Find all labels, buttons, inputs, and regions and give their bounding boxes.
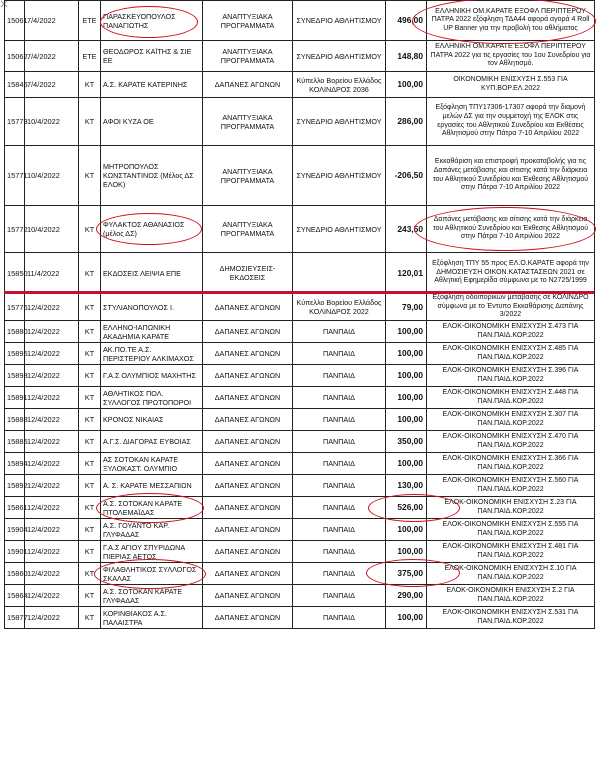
table-row <box>5 563 595 585</box>
cell-date: 12/4/2022 <box>25 365 79 387</box>
cell-location: ΣΥΝΕΔΡΙΟ ΑΘΛΗΤΙΣΜΟΥ <box>293 1 386 41</box>
cell-name: ΑΦΟΙ ΚΥΖΑ ΟΕ <box>101 98 203 146</box>
cell-amount: 350,00 <box>386 431 427 453</box>
cell-date: 12/4/2022 <box>25 497 79 519</box>
cell-date: 12/4/2022 <box>25 321 79 343</box>
cell-date: 12/4/2022 <box>25 343 79 365</box>
table-row <box>5 72 595 98</box>
cell-category: ΔΑΠΑΝΕΣ ΑΓΩΝΩΝ <box>203 343 293 365</box>
cell-type: ΚΤ <box>79 294 101 321</box>
cell-amount: 526,00 <box>386 497 427 519</box>
cell-name: ΦΙΛΑΘΛΗΤΙΚΟΣ ΣΥΛΛΟΓΟΣ ΣΚΑΛΑΣ <box>101 563 203 585</box>
table-row <box>5 607 595 629</box>
cell-type: ΚΤ <box>79 98 101 146</box>
cell-id: 15850 <box>5 253 25 294</box>
cell-type: ΚΤ <box>79 431 101 453</box>
cell-description: ΕΛΟΚ-ΟΙΚΟΝΟΜΙΚΗ ΕΝΙΣΧΥΣΗ Σ.396 ΓΙΑ ΠΑΝ.ΠΑΙΔ.ΚΟΡ.2022 <box>427 365 595 387</box>
expense-ledger-sheet <box>4 0 594 629</box>
cell-location: ΠΑΝΠΑΙΔ <box>293 497 386 519</box>
cell-location: ΠΑΝΠΑΙΔ <box>293 519 386 541</box>
cell-category: ΔΗΜΟΣΙΕΥΣΕΙΣ-ΕΚΔΟΣΕΙΣ <box>203 253 293 294</box>
cell-amount: 496,00 <box>386 1 427 41</box>
cell-location: Κύπελλο Βορείου Ελλάδος ΚΟΛΙΝΔΡΟΣ 2036 <box>293 72 386 98</box>
cell-description: ΕΛΟΚ-ΟΙΚΟΝΟΜΙΚΗ ΕΝΙΣΧΥΣΗ Σ.448 ΓΙΑ ΠΑΝ.ΠΑΙΔ.ΚΟΡ.2022 <box>427 387 595 409</box>
cell-date: 12/4/2022 <box>25 294 79 321</box>
cell-date: 12/4/2022 <box>25 453 79 475</box>
cell-category: ΔΑΠΑΝΕΣ ΑΓΩΝΩΝ <box>203 365 293 387</box>
cell-category: ΔΑΠΑΝΕΣ ΑΓΩΝΩΝ <box>203 431 293 453</box>
cell-amount: 100,00 <box>386 409 427 431</box>
cell-id: 15864 <box>5 585 25 607</box>
cell-name: ΕΚΔΟΣΕΙΣ ΛΕΙΨΙΑ ΕΠΕ <box>101 253 203 294</box>
cell-date: 12/4/2022 <box>25 607 79 629</box>
cell-amount: 100,00 <box>386 343 427 365</box>
expense-table <box>4 0 595 629</box>
table-row <box>5 294 595 321</box>
cell-description: ΟΙΚΟΝΟΜΙΚΗ ΕΝΙΣΧΥΣΗ Σ.553 ΓΙΑ ΚΥΠ.ΒΟΡ.ΕΛ.2022 <box>427 72 595 98</box>
cell-amount: -206,50 <box>386 146 427 206</box>
cell-location: ΠΑΝΠΑΙΔ <box>293 321 386 343</box>
cell-id: 15860 <box>5 563 25 585</box>
cell-amount: 100,00 <box>386 72 427 98</box>
table-row <box>5 1 595 41</box>
cell-name: ΚΟΡΙΝΘΙΑΚΟΣ Α.Σ. ΠΑΛΑΙΣΤΡΑ <box>101 607 203 629</box>
cell-amount: 286,00 <box>386 98 427 146</box>
cell-description: ΕΛΟΚ-ΟΙΚΟΝΟΜΙΚΗ ΕΝΙΣΧΥΣΗ Σ.2 ΓΙΑ ΠΑΝ.ΠΑΙΔ.ΚΟΡ.2022 <box>427 585 595 607</box>
cell-amount: 100,00 <box>386 365 427 387</box>
cell-amount: 100,00 <box>386 607 427 629</box>
cell-id: 15901 <box>5 541 25 563</box>
cell-name: ΘΕΟΔΩΡΟΣ ΚΑΪΤΗΣ & ΣΙΕ ΕΕ <box>101 41 203 72</box>
cell-date: 11/4/2022 <box>25 253 79 294</box>
cell-category: ΑΝΑΠΤΥΞΙΑΚΑ ΠΡΟΓΡΑΜΜΑΤΑ <box>203 1 293 41</box>
cell-description: Εκκαθάριση και επιστροφή προκαταβολής για τις Δαπάνες μετάβασης και σίτισης κατά την διάρκεια του Αθλητικού Συνεδρίου και Έκθεσης Αθλητισμού στην Πάτρα 7-10 Απριλίου 2022 <box>427 146 595 206</box>
cell-id: 15771 <box>5 146 25 206</box>
cell-category: ΔΑΠΑΝΕΣ ΑΓΩΝΩΝ <box>203 72 293 98</box>
cell-category: ΑΝΑΠΤΥΞΙΑΚΑ ΠΡΟΓΡΑΜΜΑΤΑ <box>203 206 293 253</box>
table-row <box>5 41 595 72</box>
cell-date: 10/4/2022 <box>25 206 79 253</box>
cell-description: Εξόφληση ΤΠΥ17306-17307 αφορά την διαμονή μελών ΔΣ για την συμμετοχή της ΕΛΟΚ στις εργασίες του Αθλητικού Συνεδρίου και Εκθέσεις Αθλητισμού στην Πάτρα 7-10 Απριλίου 2022 <box>427 98 595 146</box>
cell-description: ΕΛΟΚ-ΟΙΚΟΝΟΜΙΚΗ ΕΝΙΣΧΥΣΗ Σ.555 ΓΙΑ ΠΑΝ.ΠΑΙΔ.ΚΟΡ.2022 <box>427 519 595 541</box>
cell-type: ΚΤ <box>79 206 101 253</box>
cell-category: ΔΑΠΑΝΕΣ ΑΓΩΝΩΝ <box>203 453 293 475</box>
cell-type: ΚΤ <box>79 497 101 519</box>
cell-date: 12/4/2022 <box>25 541 79 563</box>
cell-id: 15898 <box>5 365 25 387</box>
cell-location: ΠΑΝΠΑΙΔ <box>293 563 386 585</box>
cell-description: ΕΛΟΚ-ΟΙΚΟΝΟΜΙΚΗ ΕΝΙΣΧΥΣΗ Σ.307 ΓΙΑ ΠΑΝ.ΠΑΙΔ.ΚΟΡ.2022 <box>427 409 595 431</box>
cell-location: ΠΑΝΠΑΙΔ <box>293 387 386 409</box>
cell-category: ΑΝΑΠΤΥΞΙΑΚΑ ΠΡΟΓΡΑΜΜΑΤΑ <box>203 41 293 72</box>
cell-location: ΠΑΝΠΑΙΔ <box>293 585 386 607</box>
cell-id: 15772 <box>5 206 25 253</box>
cell-amount: 100,00 <box>386 453 427 475</box>
cell-id: 15062 <box>5 41 25 72</box>
cell-amount: 148,80 <box>386 41 427 72</box>
cell-date: 12/4/2022 <box>25 563 79 585</box>
cell-id: 15888 <box>5 409 25 431</box>
cell-name: Α.Σ. ΓΟΥΑΝΤΟ ΚΑΡ. ΓΛΥΦΑΔΑΣ <box>101 519 203 541</box>
cell-type: ΚΤ <box>79 146 101 206</box>
cell-type: ΚΤ <box>79 343 101 365</box>
cell-description: ΕΛΟΚ-ΟΙΚΟΝΟΜΙΚΗ ΕΝΙΣΧΥΣΗ Σ.560 ΓΙΑ ΠΑΝ.ΠΑΙΔ.ΚΟΡ.2022 <box>427 475 595 497</box>
cell-name: Α.Σ. ΣΟΤΟΚΑΝ ΚΑΡΑΤΕ ΠΤΟΛΕΜΑΪΔΑΣ <box>101 497 203 519</box>
cell-category: ΔΑΠΑΝΕΣ ΑΓΩΝΩΝ <box>203 607 293 629</box>
table-row <box>5 453 595 475</box>
cell-date: 10/4/2022 <box>25 98 79 146</box>
cell-name: ΦΥΛΑΚΤΟΣ ΑΘΑΝΑΣΙΟΣ (μέλος ΔΣ) <box>101 206 203 253</box>
cell-name: ΕΛΛΗΝΟ-ΙΑΠΩΝΙΚΗ ΑΚΑΔΗΜΙΑ ΚΑΡΑΤΕ <box>101 321 203 343</box>
cell-category: ΔΑΠΑΝΕΣ ΑΓΩΝΩΝ <box>203 321 293 343</box>
cell-type: ΕΤΕ <box>79 1 101 41</box>
cell-id: 15846 <box>5 72 25 98</box>
cell-location: Κύπελλο Βορείου Ελλάδος ΚΟΛΙΝΔΡΟΣ 2022 <box>293 294 386 321</box>
cell-description: ΕΛΟΚ-ΟΙΚΟΝΟΜΙΚΗ ΕΝΙΣΧΥΣΗ Σ.531 ΓΙΑ ΠΑΝ.ΠΑΙΔ.ΚΟΡ.2022 <box>427 607 595 629</box>
cell-category: ΑΝΑΠΤΥΞΙΑΚΑ ΠΡΟΓΡΑΜΜΑΤΑ <box>203 146 293 206</box>
table-row <box>5 585 595 607</box>
cell-id: 15773 <box>5 98 25 146</box>
cell-id: 15894 <box>5 453 25 475</box>
cell-type: ΚΤ <box>79 563 101 585</box>
cell-description: ΕΛΟΚ-ΟΙΚΟΝΟΜΙΚΗ ΕΝΙΣΧΥΣΗ Σ.23 ΓΙΑ ΠΑΝ.ΠΑΙΔ.ΚΟΡ.2022 <box>427 497 595 519</box>
cell-name: ΜΗΤΡΟΠΟΥΛΟΣ ΚΩΝΣΤΑΝΤΙΝΟΣ (Μέλος ΔΣ ΕΛΟΚ) <box>101 146 203 206</box>
cell-id: 15061 <box>5 1 25 41</box>
cell-type: ΚΤ <box>79 519 101 541</box>
table-row <box>5 206 595 253</box>
cell-type: ΚΤ <box>79 607 101 629</box>
cell-location <box>293 253 386 294</box>
cell-type: ΚΤ <box>79 453 101 475</box>
cell-date: 12/4/2022 <box>25 519 79 541</box>
table-row <box>5 541 595 563</box>
cell-date: 7/4/2022 <box>25 41 79 72</box>
table-row <box>5 321 595 343</box>
section-divider-line <box>4 291 594 294</box>
table-row <box>5 146 595 206</box>
cell-date: 12/4/2022 <box>25 387 79 409</box>
table-row <box>5 409 595 431</box>
cell-category: ΔΑΠΑΝΕΣ ΑΓΩΝΩΝ <box>203 409 293 431</box>
cell-type: ΚΤ <box>79 365 101 387</box>
cell-location: ΣΥΝΕΔΡΙΟ ΑΘΛΗΤΙΣΜΟΥ <box>293 98 386 146</box>
cell-id: 15892 <box>5 475 25 497</box>
cell-date: 12/4/2022 <box>25 409 79 431</box>
cell-date: 12/4/2022 <box>25 475 79 497</box>
cell-date: 7/4/2022 <box>25 1 79 41</box>
cell-type: ΚΤ <box>79 475 101 497</box>
cell-name: ΑΘΛΗΤΙΚΟΣ ΠΟΛ. ΣΥΛΛΟΓΟΣ ΠΡΩΤΟΠΟΡΟΙ <box>101 387 203 409</box>
cell-id: 15904 <box>5 519 25 541</box>
cell-id: 15885 <box>5 431 25 453</box>
cell-amount: 79,00 <box>386 294 427 321</box>
table-row <box>5 431 595 453</box>
cell-category: ΑΝΑΠΤΥΞΙΑΚΑ ΠΡΟΓΡΑΜΜΑΤΑ <box>203 98 293 146</box>
cell-category: ΔΑΠΑΝΕΣ ΑΓΩΝΩΝ <box>203 541 293 563</box>
cell-name: Α. Σ. ΚΑΡΑΤΕ ΜΕΣΣΑΠΙΩΝ <box>101 475 203 497</box>
cell-description: Εξόφληση ΤΠΥ 55 προς ΕΛ.Ο.ΚΑΡΑΤΕ αφορά την ΔΗΜΟΣΙΕΥΣΗ ΟΙΚΟΝ.ΚΑΤΑΣΤΑΣΕΩΝ 2021 σε Αθλητική Εφημερίδα σύμφωνα με το Ν2725/1999 <box>427 253 595 294</box>
cell-type: ΚΤ <box>79 321 101 343</box>
cell-name: Α.Σ. ΣΟΤΟΚΑΝ ΚΑΡΑΤΕ ΓΛΥΦΑΔΑΣ <box>101 585 203 607</box>
cell-location: ΣΥΝΕΔΡΙΟ ΑΘΛΗΤΙΣΜΟΥ <box>293 146 386 206</box>
cell-description: Δαπάνες μετάβασης και σίτισης κατά την διάρκεια του Αθλητικού Συνεδρίου και Έκθεσης Αθλητισμού στην Πάτρα 7-10 Απριλίου 2022 <box>427 206 595 253</box>
table-row <box>5 253 595 294</box>
table-row <box>5 497 595 519</box>
cell-id: 15895 <box>5 343 25 365</box>
cell-amount: 100,00 <box>386 541 427 563</box>
cell-name: Γ.Α.Σ ΑΓΙΟΥ ΣΠΥΡΙΔΩΝΑ ΠΙΕΡΙΑΣ ΑΕΤΟΣ <box>101 541 203 563</box>
cell-category: ΔΑΠΑΝΕΣ ΑΓΩΝΩΝ <box>203 475 293 497</box>
cell-date: 12/4/2022 <box>25 585 79 607</box>
cell-amount: 243,50 <box>386 206 427 253</box>
cell-id: 15861 <box>5 497 25 519</box>
cell-type: ΚΤ <box>79 409 101 431</box>
cell-description: ΕΛΟΚ-ΟΙΚΟΝΟΜΙΚΗ ΕΝΙΣΧΥΣΗ Σ.473 ΓΙΑ ΠΑΝ.ΠΑΙΔ.ΚΟΡ.2022 <box>427 321 595 343</box>
cell-id: 15880 <box>5 321 25 343</box>
cell-id: 15776 <box>5 294 25 321</box>
cell-location: ΣΥΝΕΔΡΙΟ ΑΘΛΗΤΙΣΜΟΥ <box>293 206 386 253</box>
cell-category: ΔΑΠΑΝΕΣ ΑΓΩΝΩΝ <box>203 519 293 541</box>
cell-description: ΕΛΛΗΝΙΚΗ ΟΜ.ΚΑΡΑΤΕ ΕΞΟΦΛ ΠΕΡΙΠΤΕΡΟΥ ΠΑΤΡΑ 2022 για τις εργασίες του 1ου Συνεδρίου για τον Αθλητισμό. <box>427 41 595 72</box>
cell-date: 7/4/2022 <box>25 72 79 98</box>
cell-name: Α.Γ.Σ. ΔΙΑΓΟΡΑΣ ΕΥΒΟΙΑΣ <box>101 431 203 453</box>
cell-location: ΠΑΝΠΑΙΔ <box>293 607 386 629</box>
cell-location: ΠΑΝΠΑΙΔ <box>293 431 386 453</box>
cell-name: ΣΤΥΛΙΑΝΟΠΟΥΛΟΣ Ι. <box>101 294 203 321</box>
cell-name: ΚΡΟΝΟΣ ΝΙΚΑΙΑΣ <box>101 409 203 431</box>
cell-location: ΣΥΝΕΔΡΙΟ ΑΘΛΗΤΙΣΜΟΥ <box>293 41 386 72</box>
cell-category: ΔΑΠΑΝΕΣ ΑΓΩΝΩΝ <box>203 563 293 585</box>
table-row <box>5 387 595 409</box>
cell-category: ΔΑΠΑΝΕΣ ΑΓΩΝΩΝ <box>203 585 293 607</box>
cell-name: ΑΚ.ΠΟ.ΤΕ Α.Σ. ΠΕΡΙΣΤΕΡΙΟΥ ΑΛΚΙΜΑΧΟΣ <box>101 343 203 365</box>
cell-location: ΠΑΝΠΑΙΔ <box>293 365 386 387</box>
cell-name: ΠΑΡΑΣΚΕΥΟΠΟΥΛΟΣ ΠΑΝΑΓΙΩΤΗΣ <box>101 1 203 41</box>
cell-description: ΕΛΟΚ-ΟΙΚΟΝΟΜΙΚΗ ΕΝΙΣΧΥΣΗ Σ.481 ΓΙΑ ΠΑΝ.ΠΑΙΔ.ΚΟΡ.2022 <box>427 541 595 563</box>
cell-name: ΑΣ ΣΟΤΟΚΑΝ ΚΑΡΑΤΕ ΞΥΛΟΚΑΣΤ. ΟΛΥΜΠΙΟ <box>101 453 203 475</box>
cell-type: ΚΤ <box>79 72 101 98</box>
cell-amount: 130,00 <box>386 475 427 497</box>
cell-category: ΔΑΠΑΝΕΣ ΑΓΩΝΩΝ <box>203 294 293 321</box>
cell-location: ΠΑΝΠΑΙΔ <box>293 475 386 497</box>
cell-amount: 100,00 <box>386 387 427 409</box>
cell-location: ΠΑΝΠΑΙΔ <box>293 343 386 365</box>
cell-amount: 100,00 <box>386 321 427 343</box>
table-row <box>5 343 595 365</box>
cell-amount: 100,00 <box>386 519 427 541</box>
cell-name: Γ.Α.Σ ΟΛΥΜΠΙΟΣ ΜΑΧΗΤΗΣ <box>101 365 203 387</box>
cell-category: ΔΑΠΑΝΕΣ ΑΓΩΝΩΝ <box>203 387 293 409</box>
cell-description: Εξόφληση οδοιπορικών μετάβασης σε ΚΟΛΙΝΔΡΟ σύμφωνα με το Έντυπο Εκκαθάρισης Δαπάνης 3/2022 <box>427 294 595 321</box>
cell-id: 15877 <box>5 607 25 629</box>
table-row <box>5 519 595 541</box>
cell-description: ΕΛΛΗΝΙΚΗ ΟΜ.ΚΑΡΑΤΕ ΕΞΟΦΛ ΠΕΡΙΠΤΕΡΟΥ ΠΑΤΡΑ 2022 εξόφληση ΤΔΑ44 αφορά αγορά 4 Roll UP Banner για την προβολή του αθλήματος <box>427 1 595 41</box>
cell-type: ΚΤ <box>79 387 101 409</box>
cell-type: ΕΤΕ <box>79 41 101 72</box>
cell-location: ΠΑΝΠΑΙΔ <box>293 453 386 475</box>
cell-description: ΕΛΟΚ-ΟΙΚΟΝΟΜΙΚΗ ΕΝΙΣΧΥΣΗ Σ.470 ΓΙΑ ΠΑΝ.ΠΑΙΔ.ΚΟΡ.2022 <box>427 431 595 453</box>
cell-type: ΚΤ <box>79 585 101 607</box>
cell-description: ΕΛΟΚ-ΟΙΚΟΝΟΜΙΚΗ ΕΝΙΣΧΥΣΗ Σ.485 ΓΙΑ ΠΑΝ.ΠΑΙΔ.ΚΟΡ.2022 <box>427 343 595 365</box>
cell-date: 10/4/2022 <box>25 146 79 206</box>
cell-location: ΠΑΝΠΑΙΔ <box>293 409 386 431</box>
cell-amount: 375,00 <box>386 563 427 585</box>
cell-category: ΔΑΠΑΝΕΣ ΑΓΩΝΩΝ <box>203 497 293 519</box>
table-row <box>5 475 595 497</box>
cell-date: 12/4/2022 <box>25 431 79 453</box>
cell-name: Α.Σ. ΚΑΡΑΤΕ ΚΑΤΕΡΙΝΗΣ <box>101 72 203 98</box>
cell-type: ΚΤ <box>79 253 101 294</box>
cell-location: ΠΑΝΠΑΙΔ <box>293 541 386 563</box>
cell-amount: 290,00 <box>386 585 427 607</box>
cell-description: ΕΛΟΚ-ΟΙΚΟΝΟΜΙΚΗ ΕΝΙΣΧΥΣΗ Σ.10 ΓΙΑ ΠΑΝ.ΠΑΙΔ.ΚΟΡ.2022 <box>427 563 595 585</box>
table-row <box>5 98 595 146</box>
table-row <box>5 365 595 387</box>
cell-id: 15891 <box>5 387 25 409</box>
cell-description: ΕΛΟΚ-ΟΙΚΟΝΟΜΙΚΗ ΕΝΙΣΧΥΣΗ Σ.366 ΓΙΑ ΠΑΝ.ΠΑΙΔ.ΚΟΡ.2022 <box>427 453 595 475</box>
cell-amount: 120,01 <box>386 253 427 294</box>
cell-type: ΚΤ <box>79 541 101 563</box>
